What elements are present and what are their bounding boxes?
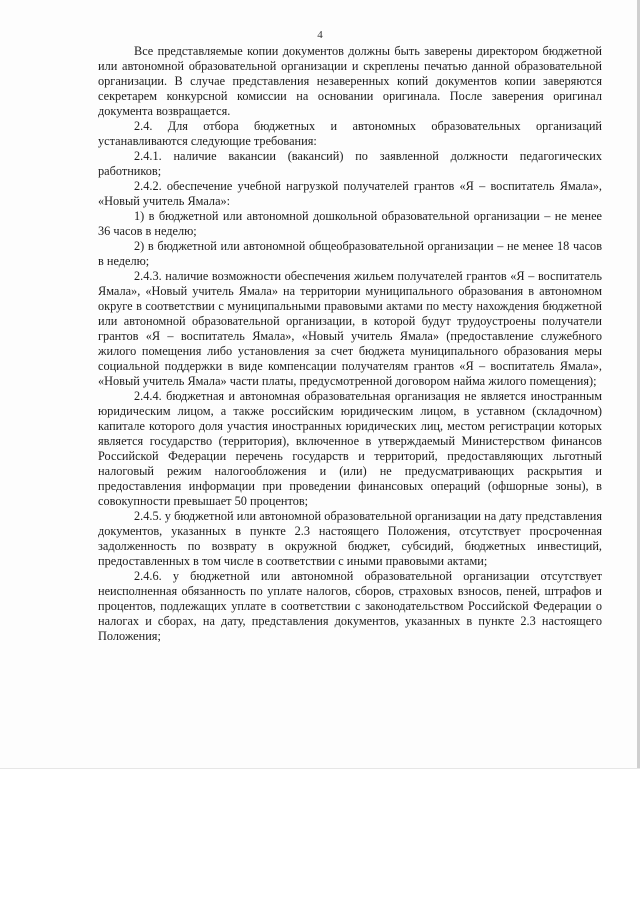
paragraph-2-4-2-item-1: 1) в бюджетной или автономной дошкольной образовательной организации – не менее 36 часов в неделю; (98, 209, 602, 238)
paragraph-2-4: 2.4. Для отбора бюджетных и автономных образовательных организаций устанавливаются следующие требования: (98, 119, 602, 148)
paragraph-copies-certification: Все представляемые копии документов должны быть заверены директором бюджетной или автономной образовательной организации и скреплены печатью данной образовательной организации. В случае представления незаверенных копий документов копии заверяются секретарем конкурсной комиссии на основании оригинала. После заверения оригинал документа возвращается. (98, 44, 602, 118)
paragraph-2-4-6: 2.4.6. у бюджетной или автономной образовательной организации отсутствует неисполненная обязанность по уплате налогов, сборов, страховых взносов, пеней, штрафов и процентов, подлежащих уплате в соответствии с законодательством Российской Федерации о налогах и сборах, на дату, представления документов, указанных в пункте 2.3 настоящего Положения; (98, 569, 602, 643)
page-number: 4 (317, 29, 323, 41)
document-body (98, 44, 602, 644)
paragraph-2-4-5: 2.4.5. у бюджетной или автономной образовательной организации на дату представления документов, указанных в пункте 2.3 настоящего Положения, отсутствует просроченная задолженность по возврату в окружной бюджет, субсидий, бюджетных инвестиций, предоставленных в том числе в соответствии с иными правовыми актами; (98, 509, 602, 568)
paragraph-2-4-3: 2.4.3. наличие возможности обеспечения жильем получателей грантов «Я – воспитатель Ямала», «Новый учитель Ямала» на территории муниципального образования в автономном округе в соответствии с муниципальными правовыми актами по месту нахождения бюджетной или автономной образовательной организации, в которой будут трудоустроены получатели грантов «Я – воспитатель Ямала», «Новый учитель Ямала» (предоставление служебного жилого помещения либо установления за счет бюджета муниципального образования меры социальной поддержки в виде компенсации получателям грантов «Я – воспитатель Ямала», «Новый учитель Ямала» части платы, предусмотренной договором найма жилого помещения); (98, 269, 602, 388)
paragraph-2-4-4: 2.4.4. бюджетная и автономная образовательная организация не является иностранным юридическим лицом, а также российским юридическим лицом, в уставном (складочном) капитале которого доля участия иностранных юридических лиц, местом регистрации которых является государство (территория), включенное в утверждаемый Министерством финансов Российской Федерации перечень государств и территорий, предоставляющих льготный налоговый режим налогообложения и (или) не предусматривающих раскрытия и предоставления информации при проведении финансовых операций (офшорные зоны), в совокупности превышает 50 процентов; (98, 389, 602, 508)
paragraph-2-4-2: 2.4.2. обеспечение учебной нагрузкой получателей грантов «Я – воспитатель Ямала», «Новый учитель Ямала»: (98, 179, 602, 208)
paragraph-2-4-1: 2.4.1. наличие вакансии (вакансий) по заявленной должности педагогических работников; (98, 149, 602, 178)
paragraph-2-4-2-item-2: 2) в бюджетной или автономной общеобразовательной организации – не менее 18 часов в неделю; (98, 239, 602, 268)
